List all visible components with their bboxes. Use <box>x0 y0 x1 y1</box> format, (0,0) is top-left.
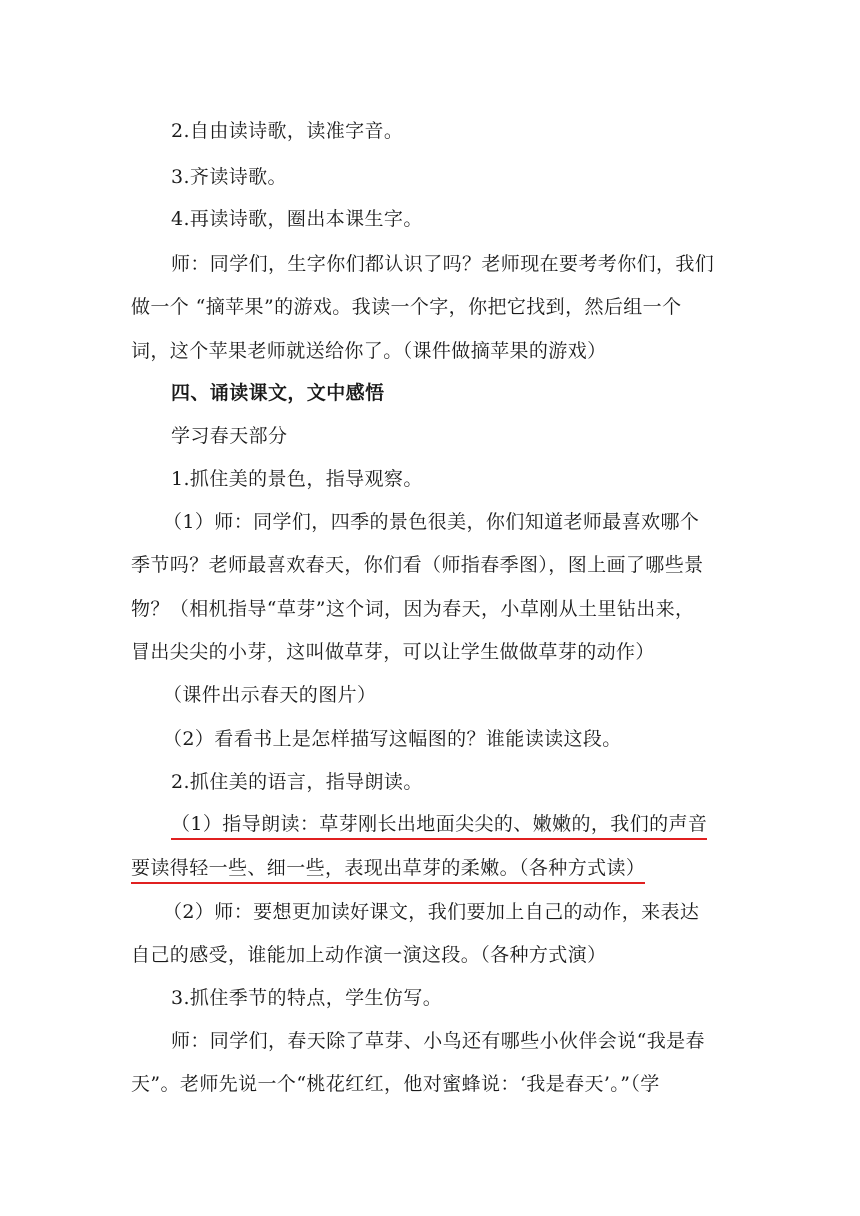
paragraph-line: 自己的感受，谁能加上动作演一演这段。（各种方式演） <box>131 944 607 966</box>
step-3-read-together: 3.齐读诗歌。 <box>171 166 287 188</box>
point-2-heading: 2.抓住美的语言，指导朗读。 <box>171 771 423 793</box>
point-3-heading: 3.抓住季节的特点，学生仿写。 <box>171 987 443 1009</box>
paragraph-line: 词，这个苹果老师就送给你了。（课件做摘苹果的游戏） <box>131 340 607 362</box>
step-4-circle-characters: 4.再读诗歌，圈出本课生字。 <box>171 208 423 230</box>
paragraph-line: 季节吗？老师最喜欢春天，你们看（师指春季图），图上画了哪些景 <box>131 554 704 576</box>
paragraph-line: 师：同学们，春天除了草芽、小鸟还有哪些小伙伴会说“我是春 <box>171 1030 705 1052</box>
section-heading: 四、诵读课文，文中感悟 <box>171 382 385 404</box>
paragraph-line: 冒出尖尖的小芽，这叫做草芽，可以让学生做做草芽的动作） <box>131 641 655 663</box>
subsection-label: 学习春天部分 <box>171 425 288 447</box>
underlined-line: （1）指导朗读：草芽刚长出地面尖尖的、嫩嫩的，我们的声音 <box>171 812 707 840</box>
paragraph-line: 天”。老师先说一个“桃花红红，他对蜜蜂说：‘我是春天’。”（学 <box>131 1073 660 1095</box>
paragraph-line: （1）师：同学们，四季的景色很美，你们知道老师最喜欢哪个 <box>163 511 700 533</box>
step-2-free-reading: 2.自由读诗歌，读准字音。 <box>171 120 404 142</box>
point-1-heading: 1.抓住美的景色，指导观察。 <box>171 468 423 490</box>
paragraph-line: （2）师：要想更加读好课文，我们要加上自己的动作，来表达 <box>163 901 700 923</box>
paragraph-line: （2）看看书上是怎样描写这幅图的？谁能读读这段。 <box>163 728 622 750</box>
paragraph-line: 物？（相机指导“草芽”这个词，因为春天，小草刚从土里钻出来， <box>131 598 695 620</box>
courseware-note: （课件出示春天的图片） <box>163 684 377 706</box>
underlined-line: 要读得轻一些、细一些，表现出草芽的柔嫩。（各种方式读） <box>131 856 645 884</box>
paragraph-line: 做一个 “摘苹果”的游戏。我读一个字，你把它找到，然后组一个 <box>131 296 682 318</box>
paragraph-line: 师：同学们，生字你们都认识了吗？老师现在要考考你们，我们 <box>171 253 715 275</box>
